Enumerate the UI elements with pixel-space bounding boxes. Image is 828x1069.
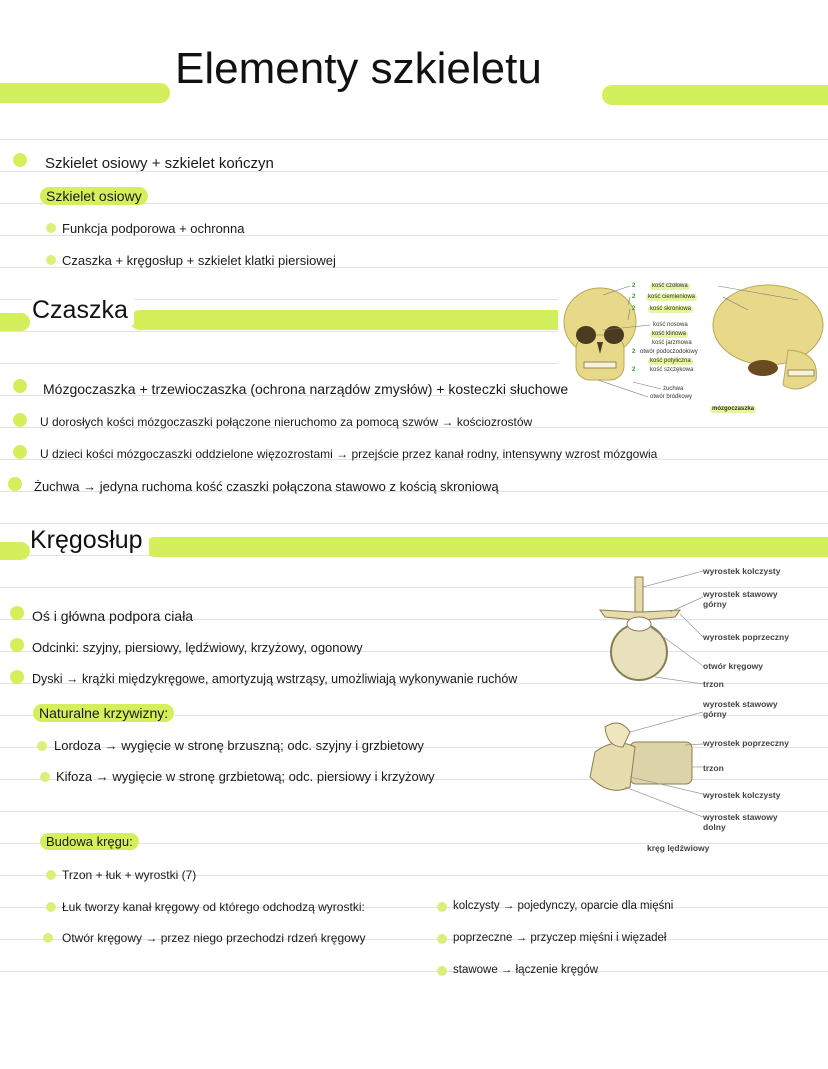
intro-highlight: Szkielet osiowy bbox=[40, 187, 148, 205]
intro-item: Funkcja podporowa + ochronna bbox=[62, 221, 245, 236]
bullet-dot bbox=[46, 902, 56, 912]
skull-label: kość nosowa bbox=[653, 322, 688, 328]
skull-label: kość klinowa bbox=[652, 331, 687, 337]
skull-label: kość potyliczna bbox=[650, 358, 691, 364]
curve-item: Kifoza → wygięcie w stronę grzbietową; odc. piersiowy i krzyżowy bbox=[56, 769, 435, 784]
bullet-dot bbox=[10, 670, 24, 684]
skull-label: otwór podoczodołowy bbox=[640, 349, 698, 355]
build-item: Otwór kręgowy → przez niego przechodzi rdzeń kręgowy bbox=[62, 931, 366, 945]
bullet-dot bbox=[46, 223, 56, 233]
vertebra-label: wyrostek poprzeczny bbox=[703, 738, 789, 748]
build-item: Trzon + łuk + wyrostki (7) bbox=[62, 868, 197, 882]
kregoslup-item: Dyski → krążki międzykręgowe, amortyzują wstrząsy, umożliwiają wykonywanie ruchów bbox=[32, 672, 518, 686]
skull-label: żuchwa bbox=[663, 386, 684, 392]
czaszka-item: Żuchwa → jedyna ruchoma kość czaszki połączona stawowo z kością skroniową bbox=[34, 479, 499, 494]
skull-label: kość szczękowa bbox=[650, 367, 694, 373]
czaszka-item: U dorosłych kości mózgoczaszki połączone nieruchomo za pomocą szwów → kościozrostów bbox=[40, 415, 533, 429]
vertebra-label: wyrostek stawowy górny bbox=[703, 589, 778, 609]
skull-mark: 2 bbox=[632, 306, 636, 312]
bullet-dot bbox=[10, 606, 24, 620]
build-item: Łuk tworzy kanał kręgowy od którego odchodzą wyrostki: bbox=[62, 900, 365, 914]
title-bar-left bbox=[0, 83, 170, 103]
kregoslup-item: Odcinki: szyjny, piersiowy, lędźwiowy, krzyżowy, ogonowy bbox=[32, 640, 363, 655]
kregoslup-item: Oś i główna podpora ciała bbox=[32, 608, 194, 624]
bullet-dot bbox=[13, 379, 27, 393]
skull-label: kość ciemieniowa bbox=[648, 294, 696, 300]
skull-mark: 2 bbox=[632, 367, 636, 373]
section-heading-kregoslup: Kręgosłup bbox=[30, 526, 149, 555]
page-bottom bbox=[0, 990, 828, 1069]
heading-bar bbox=[145, 537, 828, 557]
intro-main: Szkielet osiowy + szkielet kończyn bbox=[45, 155, 274, 172]
heading-bar-left bbox=[0, 313, 30, 331]
bullet-dot bbox=[437, 934, 447, 944]
skull-label: kość jarzmowa bbox=[652, 340, 692, 346]
intro-item: Czaszka + kręgosłup + szkielet klatki piersiowej bbox=[62, 253, 336, 268]
vertebra-figure bbox=[585, 562, 828, 857]
vertebra-label: wyrostek poprzeczny bbox=[703, 632, 789, 642]
czaszka-item: Mózgoczaszka + trzewioczaszka (ochrona narządów zmysłów) + kosteczki słuchowe bbox=[43, 381, 569, 397]
vertebra-label: trzon bbox=[703, 763, 724, 773]
skull-mark: 2 bbox=[632, 294, 636, 300]
bullet-dot bbox=[46, 870, 56, 880]
bullet-dot bbox=[37, 741, 47, 751]
build-highlight: Budowa kręgu: bbox=[40, 833, 139, 850]
process-item: poprzeczne → przyczep mięśni i więzadeł bbox=[453, 932, 667, 944]
bullet-dot bbox=[10, 638, 24, 652]
section-heading-czaszka: Czaszka bbox=[32, 296, 134, 325]
vertebra-label: wyrostek kolczysty bbox=[703, 566, 781, 576]
bullet-dot bbox=[437, 966, 447, 976]
czaszka-item: U dzieci kości mózgoczaszki oddzielone więzozrostami → przejście przez kanał rodny, intensywny wzrost mózgowia bbox=[40, 447, 658, 461]
skull-caption: mózgoczaszka bbox=[712, 406, 755, 412]
page-title: Elementy szkieletu bbox=[175, 44, 542, 93]
skull-mark: 2 bbox=[632, 283, 636, 289]
vertebra-label: trzon bbox=[703, 679, 724, 689]
bullet-dot bbox=[13, 445, 27, 459]
vertebra-label: otwór kręgowy bbox=[703, 661, 763, 671]
process-item: stawowe → łączenie kręgów bbox=[453, 964, 599, 976]
bullet-dot bbox=[13, 413, 27, 427]
skull-label: kość czołowa bbox=[652, 283, 688, 289]
bullet-dot bbox=[437, 902, 447, 912]
skull-label: kość skroniowa bbox=[650, 306, 692, 312]
curve-item: Lordoza → wygięcie w stronę brzuszną; odc. szyjny i grzbietowy bbox=[54, 738, 424, 753]
bullet-dot bbox=[40, 772, 50, 782]
skull-figure bbox=[558, 280, 828, 420]
bullet-dot bbox=[8, 477, 22, 491]
vertebra-caption: kręg lędźwiowy bbox=[647, 843, 710, 853]
skull-mark: 2 bbox=[632, 349, 636, 355]
bullet-dot bbox=[13, 153, 27, 167]
heading-bar bbox=[130, 310, 570, 330]
process-item: kolczysty → pojedynczy, oparcie dla mięśni bbox=[453, 900, 674, 912]
bullet-dot bbox=[46, 255, 56, 265]
bullet-dot bbox=[43, 933, 53, 943]
heading-bar-left bbox=[0, 542, 30, 560]
title-bar-right bbox=[602, 85, 828, 105]
skull-label: otwór bródkowy bbox=[650, 394, 693, 400]
vertebra-label: wyrostek stawowy dolny bbox=[703, 812, 778, 832]
curves-highlight: Naturalne krzywizny: bbox=[33, 704, 174, 722]
vertebra-label: wyrostek kolczysty bbox=[703, 790, 781, 800]
vertebra-label: wyrostek stawowy górny bbox=[703, 699, 778, 719]
